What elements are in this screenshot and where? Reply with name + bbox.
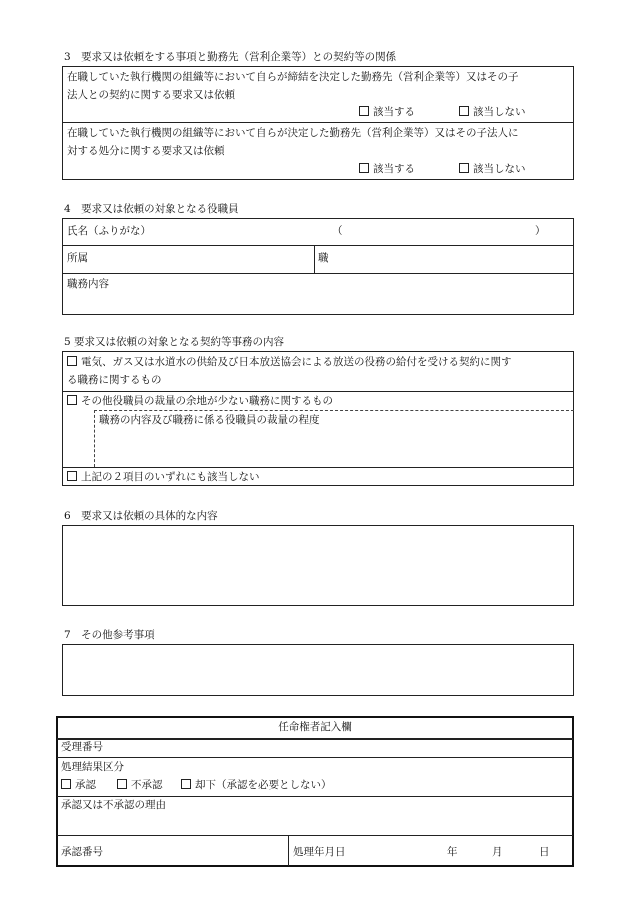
divider [62, 391, 574, 392]
section5-option2[interactable] [67, 395, 333, 408]
checkbox-icon [359, 163, 369, 173]
divider [57, 835, 573, 836]
month-label: 月 [492, 846, 503, 858]
checkbox-label: 該当しない [473, 106, 526, 118]
divider [57, 738, 573, 740]
name-label: 氏名（ふりがな） [67, 225, 151, 237]
section7-title: 7 その他参考事項 [64, 629, 155, 641]
paren-close: ） [535, 225, 546, 237]
section7-input-area[interactable] [62, 644, 574, 696]
section5-option1-line2: る職務に関するもの [67, 374, 162, 386]
day-label: 日 [539, 846, 550, 858]
section3-row1-no-checkbox[interactable] [459, 106, 526, 119]
divider [62, 273, 574, 274]
divider [314, 245, 315, 273]
section3-row2-line1: 在職していた執行機関の組織等において自らが決定した勤務先（営利企業等）又はその子法人に [67, 127, 519, 139]
approval-number-label: 承認番号 [61, 846, 103, 858]
checkbox-icon [359, 106, 369, 116]
section5-detail-label: 職務の内容及び職務に係る役職員の裁量の程度 [99, 414, 320, 426]
checkbox-label: 承認 [75, 779, 96, 791]
reason-label: 承認又は不承認の理由 [61, 799, 166, 811]
receipt-number-label: 受理番号 [61, 741, 103, 753]
checkbox-label: 該当しない [473, 163, 526, 175]
section6-title: 6 要求又は依頼の具体的な内容 [64, 510, 218, 522]
checkbox-label: 該当する [373, 163, 415, 175]
section3-row2-no-checkbox[interactable] [459, 163, 526, 176]
checkbox-icon [459, 163, 469, 173]
approve-checkbox[interactable] [61, 779, 96, 792]
year-label: 年 [447, 846, 458, 858]
process-date-label: 処理年月日 [293, 846, 346, 858]
section3-row1-yes-checkbox[interactable] [359, 106, 415, 119]
divider [57, 757, 573, 758]
position-label: 職 [318, 252, 329, 264]
checkbox-label: 却下（承認を必要としない） [195, 779, 332, 791]
appointer-title: 任命権者記入欄 [278, 721, 352, 733]
checkbox-icon [181, 779, 191, 789]
checkbox-icon [67, 395, 77, 405]
option-label: 上記の２項目のいずれにも該当しない [81, 471, 260, 483]
paren-open: （ [332, 225, 343, 237]
section4-title: 4 要求又は依頼の対象となる役職員 [64, 203, 239, 215]
section3-row1-line1: 在職していた執行機関の組織等において自らが締結を決定した勤務先（営利企業等）又はその子 [67, 71, 519, 83]
divider [57, 796, 573, 797]
section5-title: 5 要求又は依頼の対象となる契約等事務の内容 [64, 336, 285, 348]
duties-label: 職務内容 [67, 278, 109, 290]
divider [62, 122, 574, 123]
reject-checkbox[interactable] [181, 779, 332, 792]
option-label: 電気、ガス又は水道水の供給及び日本放送協会による放送の役務の給付を受ける契約に関す [81, 356, 512, 368]
checkbox-icon [67, 471, 77, 481]
divider [62, 467, 574, 468]
checkbox-label: 該当する [373, 106, 415, 118]
checkbox-icon [61, 779, 71, 789]
section5-option3[interactable] [67, 471, 260, 484]
disapprove-checkbox[interactable] [117, 779, 163, 792]
section6-input-area[interactable] [62, 525, 574, 606]
section3-row1-line2: 法人との契約に関する要求又は依頼 [67, 89, 235, 101]
section3-row2-yes-checkbox[interactable] [359, 163, 415, 176]
checkbox-label: 不承認 [131, 779, 163, 791]
checkbox-icon [67, 356, 77, 366]
section3-title: 3 要求又は依頼をする事項と勤務先（営利企業等）との契約等の関係 [64, 51, 397, 63]
checkbox-icon [459, 106, 469, 116]
affiliation-label: 所属 [67, 252, 88, 264]
divider [62, 245, 574, 246]
result-label: 処理結果区分 [61, 761, 124, 773]
section5-option1[interactable] [67, 356, 512, 369]
checkbox-icon [117, 779, 127, 789]
option-label: その他役職員の裁量の余地が少ない職務に関するもの [81, 395, 333, 407]
divider [288, 835, 289, 866]
section3-row2-line2: 対する処分に関する要求又は依頼 [67, 145, 225, 157]
